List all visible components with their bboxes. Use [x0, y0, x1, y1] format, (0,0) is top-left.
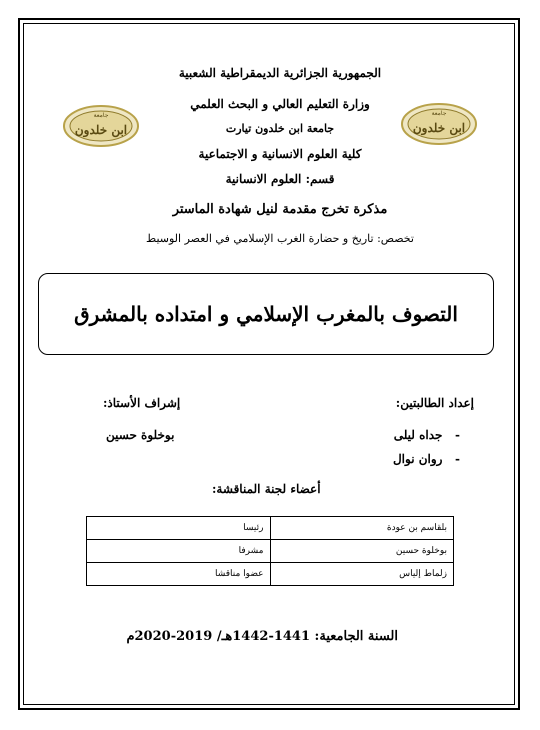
header-department: قسم: العلوم الانسانية [225, 172, 335, 186]
table-row [87, 563, 454, 586]
university-seal-icon [62, 104, 140, 148]
table-row [87, 517, 454, 540]
member-name: بوخلوة حسين [270, 540, 454, 563]
member-role: رئيسا [87, 517, 271, 540]
member-name: زلماط إلياس [270, 563, 454, 586]
header-republic: الجمهورية الجزائرية الديمقراطية الشعبية [178, 66, 382, 80]
student-item [393, 452, 460, 466]
member-name: بلقاسم بن عودة [270, 517, 454, 540]
thesis-title: التصوف بالمغرب الإسلامي و امتداده بالمشرق [74, 302, 458, 326]
thesis-type: مذكرة تخرج مقدمة لنيل شهادة الماستر [172, 202, 388, 217]
supervisor-label: إشراف الأستاذ: [103, 396, 181, 410]
supervisor-name: بوخلوة حسين [106, 428, 175, 442]
header-university: جامعة ابن خلدون تيارت [225, 122, 335, 135]
seal-main-text: ابن خلدون [412, 121, 466, 135]
students-label: إعداد الطالبتين: [395, 396, 474, 410]
committee-table [86, 516, 454, 586]
seal-top-text: جامعة [93, 112, 109, 119]
header-ministry: وزارة التعليم العالي و البحث العلمي [190, 97, 370, 111]
seal-top-text: جامعة [431, 110, 447, 117]
student-item [394, 428, 460, 442]
specialization: تخصص: تاريخ و حضارة الغرب الإسلامي في العصر الوسيط [146, 232, 414, 245]
member-role: عضوا مناقشا [87, 563, 271, 586]
academic-year: السنة الجامعية: 1441-1442هـ/ 2019-2020م [126, 629, 398, 644]
committee-label: أعضاء لجنة المناقشة: [212, 482, 321, 496]
bullet: - [455, 428, 460, 442]
bullet: - [455, 452, 460, 466]
student-name: جداه ليلى [393, 428, 443, 442]
thesis-title-box [38, 273, 494, 355]
member-role: مشرفا [87, 540, 271, 563]
seal-main-text: ابن خلدون [74, 123, 128, 137]
header-faculty: كلية العلوم الانسانية و الاجتماعية [198, 147, 362, 161]
student-name: روان نوال [392, 452, 443, 466]
table-row [87, 540, 454, 563]
university-seal-icon [400, 102, 478, 146]
